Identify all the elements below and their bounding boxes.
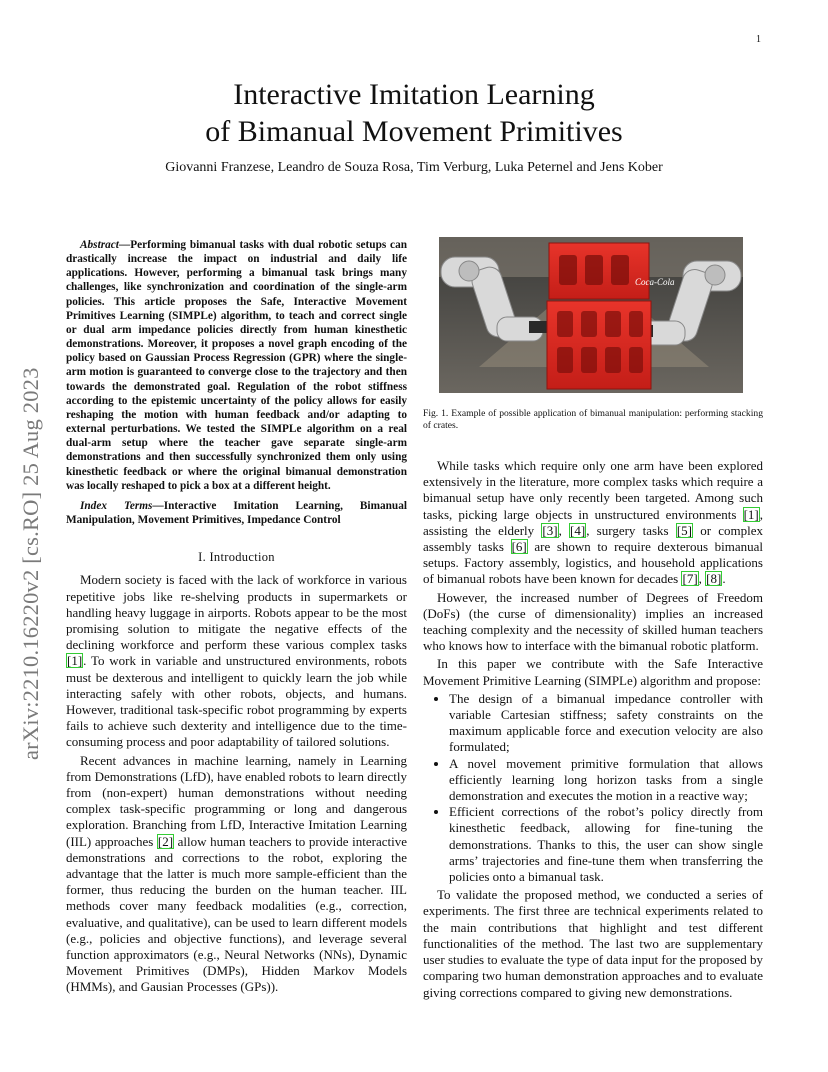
text-run: are shown to require dexterous bimanual setups. Factory assembly, logistics, and household applications of bimanual robots have been known for decades	[423, 539, 763, 587]
text-run: Modern society is faced with the lack of workforce in various repetitive jobs like re-shelving products in supermarkets or handling heavy luggage in airports. Robots appear to be the most promising solution to mitigate the negative effects of the declining workforce and perform these various complex tasks	[66, 572, 407, 653]
abstract-lead: Abstract	[80, 239, 119, 251]
abstract	[66, 238, 407, 493]
text-run: , assisting the elderly	[423, 506, 763, 538]
text-run: ,	[558, 522, 570, 538]
list-item: • The design of a bimanual impedance controller with variable Cartesian stiffness; safety constraints on the maximum applicable force and execution velocity are also formulated;	[449, 691, 763, 756]
figure-photo	[439, 237, 743, 393]
citation-link[interactable]: [8]	[706, 571, 722, 587]
text-run: While tasks which require only one arm have been explored extensively in the literature, more complex tasks which require a bimanual setup have only recently been targeted. Among such tasks, picking large objects in unstructured environments	[423, 458, 763, 522]
text-run: ,	[698, 571, 706, 587]
text-run: . To work in variable and unstructured environments, robots must be dexterous and intelligent to quickly learn the job while interacting safely with other robots, objects, and humans. However, traditional task-specific robot programming by experts fails to achieve such dexterity and intelligence due to the time-consuming process and poor adaptability of tailored solutions.	[66, 653, 407, 750]
list-item: • Efficient corrections of the robot’s policy directly from kinesthetic feedback, allowing for fine-tuning the demonstrations. Thanks to this, the user can show single arms’ trajectories and fine-tune them when transferring the policies onto a bimanual task.	[449, 804, 763, 885]
title-line-2: of Bimanual Movement Primitives	[205, 115, 623, 148]
index-terms-body: —Interactive Imitation Learning, Bimanual Manipulation, Movement Primitives, Impedance Control	[66, 499, 407, 526]
right-paragraph-4: To validate the proposed method, we conducted a series of experiments. The first three are technical experiments related to the main contributions that highlight and test different functionalities of the method. The last two are supplementary user studies to evaluate the type of data input for the proposed by comparing two human demonstration approaches and to evaluate giving corrections compared to giving new demonstrations.	[423, 887, 763, 1000]
text-run: .	[722, 571, 726, 587]
crate-logo: Coca-Cola	[635, 277, 675, 287]
page-number: 1	[756, 34, 761, 45]
citation-link[interactable]: [6]	[511, 539, 527, 555]
intro-paragraph-2	[66, 753, 407, 996]
citation-link[interactable]: [5]	[676, 522, 692, 538]
citation-link[interactable]: [2]	[157, 833, 174, 849]
text-run: Recent advances in machine learning, namely in Learning from Demonstrations (LfD), have enabled robots to learn directly from (non-expert) human demonstrations without needing complex task-specific programming or long and dangerous exploration. Branching from LfD, Interactive Imitation Learning (IIL) approaches	[66, 752, 407, 849]
text-run: , surgery tasks	[586, 522, 676, 538]
right-paragraph-1	[423, 458, 763, 588]
citation-link[interactable]: [1]	[67, 653, 83, 669]
figure-caption: Fig. 1. Example of possible application of bimanual manipulation: performing stacking of crates.	[423, 408, 763, 431]
right-paragraph-2: However, the increased number of Degrees of Freedom (DoFs) (the curse of dimensionality) implies an increased teaching complexity and the necessity of skilled human teachers who knows how to interface with the bimanual robotic platform.	[423, 589, 763, 654]
title-line-1: Interactive Imitation Learning	[233, 78, 595, 111]
paper-title	[120, 76, 708, 150]
crate-stacking-illustration	[439, 237, 743, 393]
text-run: allow human teachers to provide interactive demonstrations and corrections to the robot, exploring the advantage that the latter is much more sample-efficient than the former, thus reducing the burden on the human teacher. IIL methods cover many feedback modalities (e.g., correction, evaluative, and qualitative), can be used to learn different models (e.g., policies and objective functions), and leverage several function approximators (e.g., Neural Networks (NNs), Dynamic Movement Primitives (DMPs), Hidden Markov Models (HMMs), and Gausian Processes (GPs)).	[66, 833, 407, 995]
contribution-list	[423, 691, 763, 885]
abstract-body: —Performing bimanual tasks with dual robotic setups can drastically increase the impact on industrial and daily life applications. However, performing a bimanual task brings many challenges, like synchronization and coordination of the single-arm policies. This article proposes the Safe, Interactive Movement Primitives Learning (SIMPLe) algorithm, to teach and correct single or dual arm impedance policies directly from human kinesthetic demonstrations. Moreover, it proposes a novel graph encoding of the policy based on Gaussian Process Regression (GPR) where the single-arm motion is guaranteed to converge close to the trajectory and then towards the demonstrated goal. Regulation of the robot stiffness according to the epistemic uncertainty of the policy allows for easily reshaping the motion with human feedback and/or adapting to external perturbations. We tested the SIMPLe algorithm on a real dual-arm setup where the teacher gave separate single-arm demonstrations and then successfully synchronized them only using kinesthetic feedback or where the original bimanual demonstration was locally reshaped to pick a box at a different height.	[66, 239, 407, 492]
right-paragraph-3: In this paper we contribute with the Safe Interactive Movement Primitive Learning (SIMPLe) algorithm and propose:	[423, 656, 763, 688]
intro-paragraph-1	[66, 572, 407, 750]
index-terms	[66, 499, 407, 527]
left-column	[66, 238, 407, 996]
index-terms-lead: Index Terms	[80, 499, 153, 512]
citation-link[interactable]: [7]	[682, 571, 698, 587]
section-heading: I. Introduction	[198, 550, 275, 565]
arxiv-identifier: arXiv:2210.16220v2 [cs.RO] 25 Aug 2023	[18, 367, 43, 760]
citation-link[interactable]: [1]	[743, 506, 759, 522]
text-run: or complex assembly tasks	[423, 522, 764, 555]
author-list: Giovanni Franzese, Leandro de Souza Rosa, Tim Verburg, Luka Peternel and Jens Kober	[165, 160, 663, 175]
list-item: • A novel movement primitive formulation that allows efficiently learning long horizon tasks from a single demonstration and executes the motion in a reactive way;	[449, 756, 763, 805]
citation-link[interactable]: [3]	[542, 522, 558, 538]
right-column	[423, 458, 763, 1001]
citation-link[interactable]: [4]	[570, 522, 586, 538]
